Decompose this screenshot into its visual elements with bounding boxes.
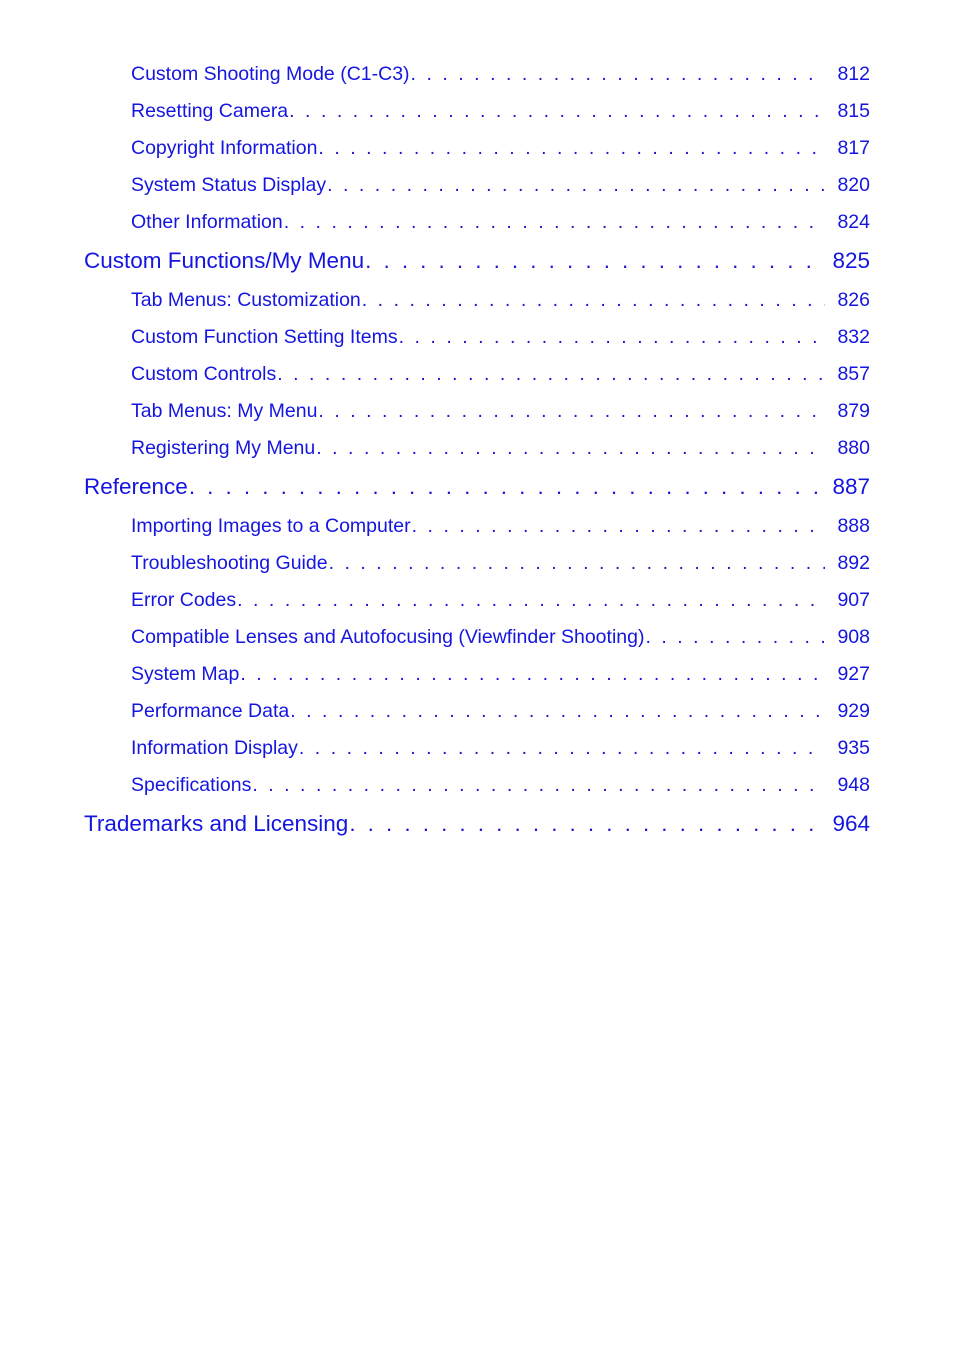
toc-entry-title: Custom Controls bbox=[131, 363, 277, 385]
toc-entry-page: 817 bbox=[837, 137, 870, 159]
toc-entry-title: Importing Images to a Computer bbox=[131, 515, 411, 537]
toc-dot-leader bbox=[289, 700, 825, 723]
toc-entry-title: Tab Menus: My Menu bbox=[131, 400, 318, 422]
toc-entry-title: Other Information bbox=[131, 211, 283, 233]
toc-entry[interactable] bbox=[131, 737, 870, 763]
toc-dot-leader bbox=[644, 626, 825, 649]
toc-entry-page: 948 bbox=[837, 774, 870, 796]
toc-entry[interactable] bbox=[131, 174, 870, 200]
toc-entry-page: 857 bbox=[837, 363, 870, 385]
toc-entry-title: System Map bbox=[131, 663, 240, 685]
toc-entry-title: Specifications bbox=[131, 774, 252, 796]
toc-entry[interactable] bbox=[131, 400, 870, 426]
toc-entry[interactable] bbox=[131, 700, 870, 726]
toc-entry[interactable] bbox=[131, 289, 870, 315]
toc-entry-page: 888 bbox=[837, 515, 870, 537]
toc-entry-page: 832 bbox=[837, 326, 870, 348]
toc-dot-leader bbox=[348, 811, 820, 837]
toc-entry[interactable] bbox=[131, 663, 870, 689]
toc-entry-page: 964 bbox=[832, 811, 870, 836]
toc-chapter-entry[interactable] bbox=[84, 474, 870, 504]
toc-chapter-entry[interactable] bbox=[84, 248, 870, 278]
toc-dot-leader bbox=[236, 589, 825, 612]
toc-entry-page: 929 bbox=[837, 700, 870, 722]
toc-entry-page: 815 bbox=[837, 100, 870, 122]
toc-entry[interactable] bbox=[131, 589, 870, 615]
toc-entry-title: Performance Data bbox=[131, 700, 290, 722]
toc-entry-title: Reference bbox=[84, 474, 188, 499]
toc-dot-leader bbox=[188, 474, 821, 500]
toc-entry-title: Tab Menus: Customization bbox=[131, 289, 361, 311]
toc-entry-title: Information Display bbox=[131, 737, 298, 759]
toc-entry[interactable] bbox=[131, 774, 870, 800]
toc-entry[interactable] bbox=[131, 211, 870, 237]
toc-entry[interactable] bbox=[131, 626, 870, 652]
toc-entry-title: Trademarks and Licensing bbox=[84, 811, 349, 836]
toc-dot-leader bbox=[398, 326, 826, 349]
toc-entry-title: Custom Function Setting Items bbox=[131, 326, 398, 348]
toc-dot-leader bbox=[251, 774, 825, 797]
toc-entry[interactable] bbox=[131, 363, 870, 389]
toc-entry-page: 824 bbox=[837, 211, 870, 233]
toc-dot-leader bbox=[317, 400, 825, 423]
toc-dot-leader bbox=[328, 552, 826, 575]
toc-entry-page: 907 bbox=[837, 589, 870, 611]
toc-entry[interactable] bbox=[131, 326, 870, 352]
toc-entry[interactable] bbox=[131, 63, 870, 89]
toc-entry-page: 908 bbox=[837, 626, 870, 648]
toc-entry-title: Troubleshooting Guide bbox=[131, 552, 328, 574]
toc-entry-title: Custom Shooting Mode (C1-C3) bbox=[131, 63, 410, 85]
toc-entry-title: Compatible Lenses and Autofocusing (Viewfinder Shooting) bbox=[131, 626, 645, 648]
toc-entry-page: 935 bbox=[837, 737, 870, 759]
toc-entry-page: 820 bbox=[837, 174, 870, 196]
toc-entry-title: Custom Functions/My Menu bbox=[84, 248, 365, 273]
toc-entry[interactable] bbox=[131, 137, 870, 163]
toc-entry-page: 880 bbox=[837, 437, 870, 459]
toc-dot-leader bbox=[276, 363, 825, 386]
toc-entry[interactable] bbox=[131, 515, 870, 541]
toc-dot-leader bbox=[288, 100, 825, 123]
toc-dot-leader bbox=[239, 663, 825, 686]
toc-dot-leader bbox=[283, 211, 826, 234]
toc-entry-page: 927 bbox=[837, 663, 870, 685]
toc-dot-leader bbox=[364, 248, 820, 274]
toc-dot-leader bbox=[326, 174, 825, 197]
toc-entry-page: 826 bbox=[837, 289, 870, 311]
toc-entry-title: Copyright Information bbox=[131, 137, 318, 159]
toc-dot-leader bbox=[361, 289, 826, 312]
toc-entry-title: Error Codes bbox=[131, 589, 237, 611]
toc-dot-leader bbox=[315, 437, 825, 460]
toc-entry-page: 879 bbox=[837, 400, 870, 422]
toc-entry-page: 887 bbox=[832, 474, 870, 499]
toc-dot-leader bbox=[410, 63, 826, 86]
toc-entry-page: 812 bbox=[837, 63, 870, 85]
toc-entry[interactable] bbox=[131, 100, 870, 126]
toc-entry-page: 825 bbox=[832, 248, 870, 273]
toc-dot-leader bbox=[298, 737, 826, 760]
toc-entry-title: Registering My Menu bbox=[131, 437, 316, 459]
toc-entry-page: 892 bbox=[837, 552, 870, 574]
toc-entry-title: System Status Display bbox=[131, 174, 327, 196]
toc-entry-title: Resetting Camera bbox=[131, 100, 289, 122]
toc-entry[interactable] bbox=[131, 437, 870, 463]
toc-dot-leader bbox=[317, 137, 825, 160]
toc-entry[interactable] bbox=[131, 552, 870, 578]
toc-chapter-entry[interactable] bbox=[84, 811, 870, 841]
toc-dot-leader bbox=[411, 515, 826, 538]
